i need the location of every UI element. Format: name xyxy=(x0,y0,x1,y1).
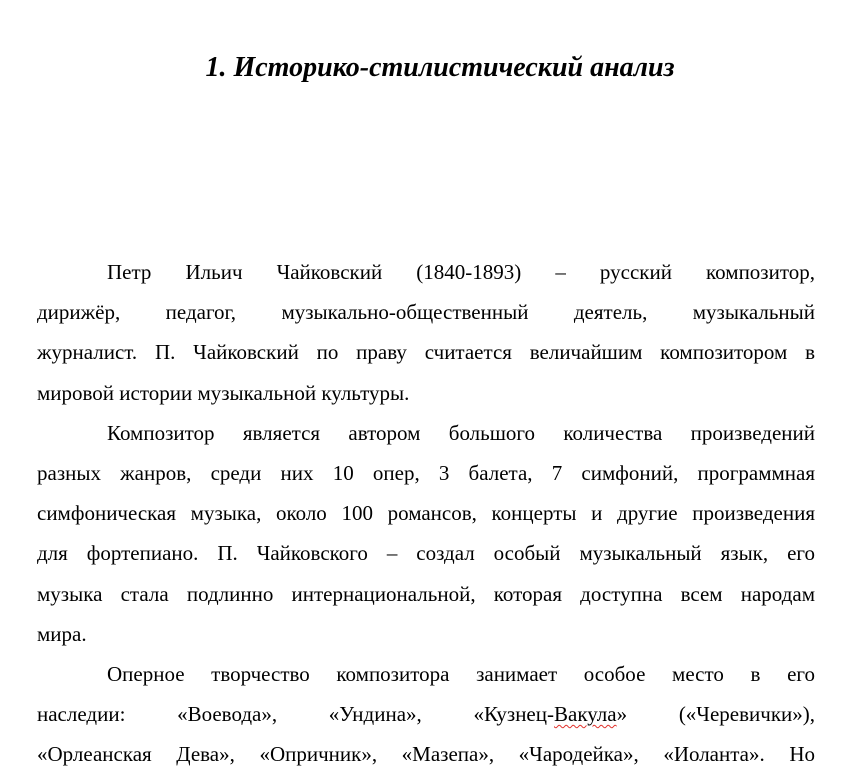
paragraph-line: Оперное творчество композитора занимает особое место в его xyxy=(107,661,815,686)
paragraph-line: для фортепиано. П. Чайковского – создал особый музыкальный язык, его xyxy=(37,541,815,566)
paragraph-line: Петр Ильич Чайковский (1840-1893) – русский композитор, xyxy=(107,260,815,284)
paragraph-1 xyxy=(37,252,815,413)
paragraph-line: мира. xyxy=(37,621,87,646)
paragraph-line: дирижёр, педагог, музыкально-общественный деятель, музыкальный xyxy=(37,300,815,325)
body-text xyxy=(37,252,815,774)
paragraph-line: симфоническая музыка, около 100 романсов, концерты и другие произведения xyxy=(37,501,815,526)
paragraph-line: «Орлеанская Дева», «Опричник», «Мазепа», «Чародейка», «Иоланта». Но xyxy=(37,742,815,767)
paragraph-line: мировой истории музыкальной культуры. xyxy=(37,380,410,405)
line-segment: наследии: «Воевода», «Ундина», «Кузнец- xyxy=(37,702,554,727)
section-heading: 1. Историко-стилистический анализ xyxy=(205,52,675,83)
paragraph-line: разных жанров, среди них 10 опер, 3 балета, 7 симфоний, программная xyxy=(37,460,815,485)
paragraph-3 xyxy=(37,654,815,774)
paragraph-line xyxy=(37,694,815,734)
paragraph-line: музыка стала подлинно интернациональной, которая доступна всем народам xyxy=(37,581,815,606)
paragraph-line: Композитор является автором большого количества произведений xyxy=(107,420,815,445)
paragraph-2 xyxy=(37,413,815,654)
spellcheck-underlined-word: Вакула xyxy=(554,702,617,727)
line-segment: » («Черевички»), xyxy=(616,702,815,727)
paragraph-line: журналист. П. Чайковский по праву считается величайшим композитором в xyxy=(37,340,815,365)
